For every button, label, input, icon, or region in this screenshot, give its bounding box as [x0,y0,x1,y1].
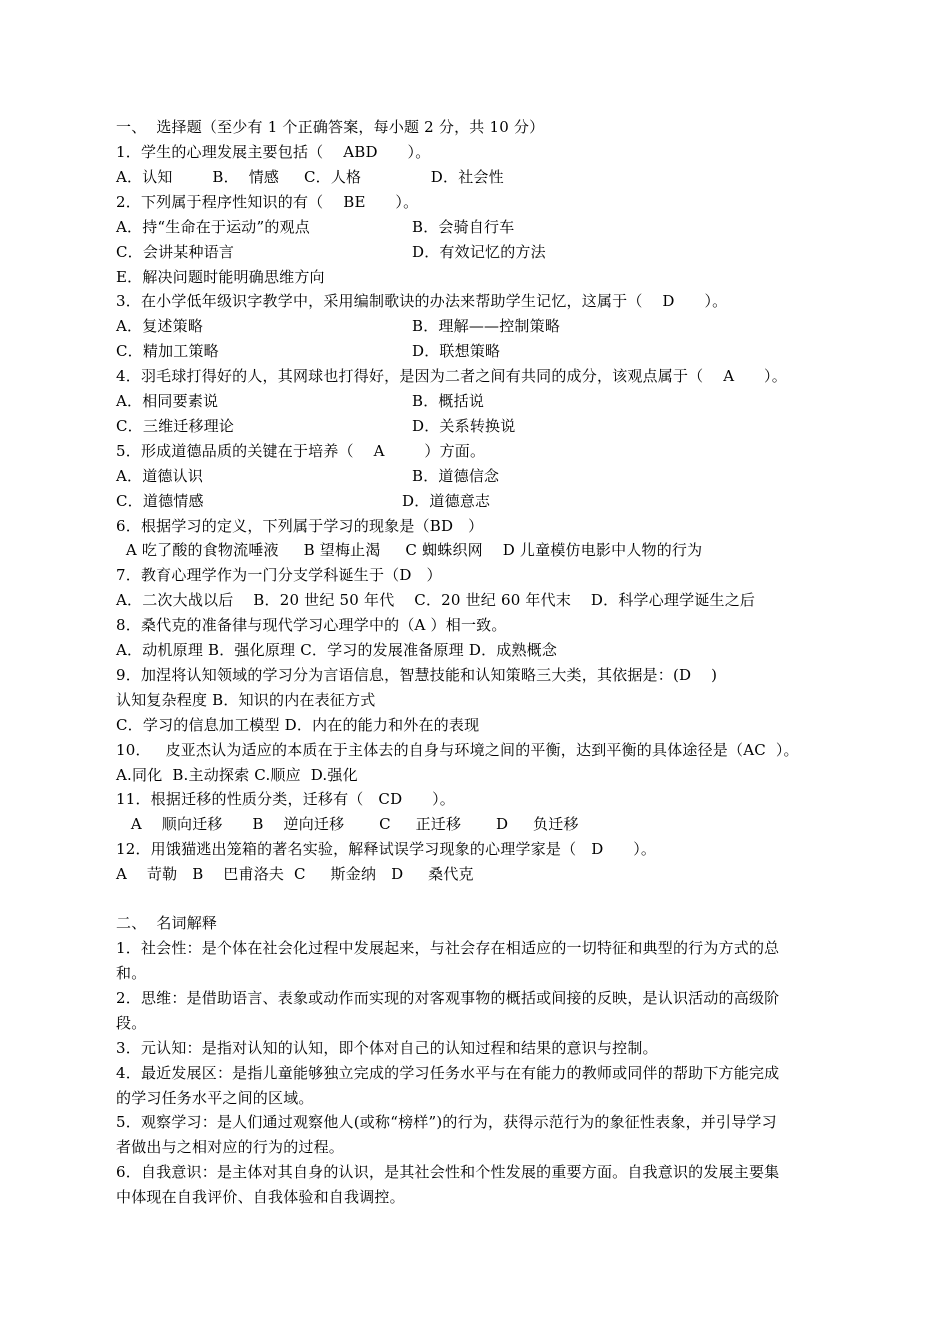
q5-option-c: C．道德情感 [116,492,204,510]
term4-line2: 的学习任务水平之间的区域。 [116,1089,314,1107]
q2-option-a: A．持“生命在于运动”的观点 [116,218,310,236]
q3-option-c: C．精加工策略 [116,342,219,360]
q6-options: A 吃了酸的食物流唾液 B 望梅止渴 C 蜘蛛织网 D 儿童模仿电影中人物的行为 [116,541,703,559]
q5-option-b: B．道德信念 [412,467,500,485]
term5-line1: 5．观察学习：是人们通过观察他人(或称“榜样”)的行为，获得示范行为的象征性表象，并引导学习 [116,1113,777,1131]
q11-stem: 11．根据迁移的性质分类，迁移有（ CD ）。 [116,790,456,808]
q1-options: A．认知 B． 情感 C．人格 D．社会性 [116,168,504,186]
q2-stem: 2．下列属于程序性知识的有（ BE ）。 [116,193,419,211]
q3-stem: 3．在小学低年级识字教学中，采用编制歌诀的办法来帮助学生记忆，这属于（ D ）。 [116,292,728,310]
term5-line2: 者做出与之相对应的行为的过程。 [116,1138,345,1156]
term3-line1: 3．元认知：是指对认知的认知，即个体对自己的认知过程和结果的意识与控制。 [116,1039,658,1057]
q4-option-b: B．概括说 [412,392,485,410]
q3-option-d: D．联想策略 [412,342,501,360]
q12-stem: 12．用饿猫逃出笼箱的著名实验，解释试误学习现象的心理学家是（ D ）。 [116,840,657,858]
term2-line2: 段。 [116,1014,147,1032]
q6-stem: 6．根据学习的定义，下列属于学习的现象是（BD ） [116,517,484,535]
q4-option-d: D．关系转换说 [412,417,516,435]
q4-option-c: C．三维迁移理论 [116,417,235,435]
term6-line1: 6．自我意识：是主体对其自身的认识，是其社会性和个性发展的重要方面。自我意识的发展主要集 [116,1163,780,1181]
q5-option-d: D．道德意志 [402,492,491,510]
q4-stem: 4．羽毛球打得好的人，其网球也打得好，是因为二者之间有共同的成分，该观点属于（ A ）。 [116,367,787,385]
q7-options: A．二次大战以后 B．20 世纪 50 年代 C．20 世纪 60 年代末 D．科学心理学诞生之后 [116,591,756,609]
q7-stem: 7．教育心理学作为一门分支学科诞生于（D ） [116,566,442,584]
q2-option-e: E．解决问题时能明确思维方向 [116,268,325,286]
section2-heading: 二、 名词解释 [116,914,218,932]
term4-line1: 4．最近发展区：是指儿童能够独立完成的学习任务水平与在有能力的教师或同伴的帮助下方能完成 [116,1064,780,1082]
q11-options: A 顺向迁移 B 逆向迁移 C 正迁移 D 负迁移 [116,815,579,833]
term6-line2: 中体现在自我评价、自我体验和自我调控。 [116,1188,405,1206]
q9-options-line2: 认知复杂程度 B．知识的内在表征方式 [116,691,376,709]
q10-stem: 10． 皮亚杰认为适应的本质在于主体去的自身与环境之间的平衡，达到平衡的具体途径是（AC ）。 [116,741,799,759]
term1-line2: 和。 [116,964,147,982]
q5-option-a: A．道德认识 [116,467,204,485]
q2-option-b: B．会骑自行车 [412,218,515,236]
q5-stem: 5．形成道德品质的关键在于培养（ A ）方面。 [116,442,486,460]
q12-options: A 苛勒 B 巴甫洛夫 C 斯金纳 D 桑代克 [116,865,474,883]
q8-options: A．动机原理 B．强化原理 C．学习的发展准备原理 D．成熟概念 [116,641,558,659]
term2-line1: 2．思维：是借助语言、表象或动作而实现的对客观事物的概括或间接的反映，是认识活动的高级阶 [116,989,780,1007]
section1-heading: 一、 选择题（至少有 1 个正确答案，每小题 2 分，共 10 分） [116,118,545,136]
q2-option-d: D．有效记忆的方法 [412,243,546,261]
q2-option-c: C．会讲某种语言 [116,243,235,261]
q4-option-a: A．相同要素说 [116,392,219,410]
q3-option-a: A．复述策略 [116,317,204,335]
q9-options-line3: C．学习的信息加工模型 D．内在的能力和外在的表现 [116,716,480,734]
q1-stem: 1．学生的心理发展主要包括（ ABD ）。 [116,143,431,161]
term1-line1: 1．社会性：是个体在社会化过程中发展起来，与社会存在相适应的一切特征和典型的行为方式的总 [116,939,780,957]
q8-stem: 8．桑代克的准备律与现代学习心理学中的（A ）相一致。 [116,616,507,634]
q3-option-b: B．理解——控制策略 [412,317,561,335]
q9-stem: 9．加涅将认知领域的学习分为言语信息，智慧技能和认知策略三大类，其依据是：(D ) [116,666,718,684]
q10-options: A.同化 B.主动探索 C.顺应 D.强化 [116,766,358,784]
